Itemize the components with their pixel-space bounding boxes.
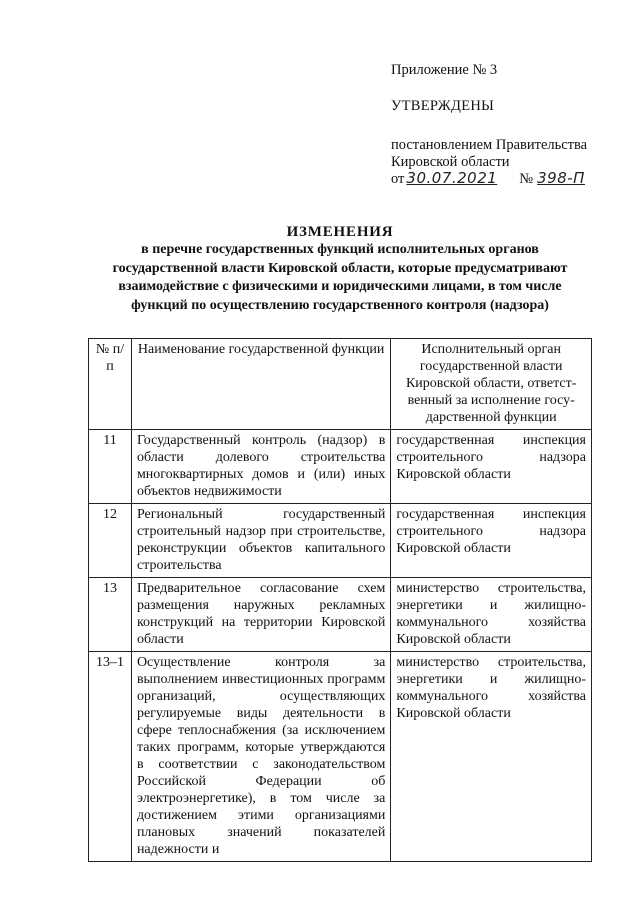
- handwritten-date: 30.07.2021: [406, 169, 498, 187]
- header-function: Наименование государственной функции: [131, 339, 390, 430]
- document-subtitle: [60, 241, 620, 315]
- region-line: Кировской области: [391, 154, 510, 170]
- row-function: Региональный государственный строительный надзор при строительстве, реконструкции объектов капитального строительства: [131, 504, 390, 578]
- row-authority: министерство строительства, энергетики и жилищно-коммунального хозяйства Кировской области: [391, 652, 592, 862]
- table-row: [89, 578, 592, 652]
- header-authority: Исполнительный орган государственной власти Кировской области, ответст-венный за исполнение госу-дарственной функции: [391, 339, 592, 430]
- table-row: [89, 430, 592, 504]
- handwritten-number: 398-П: [537, 169, 585, 187]
- table-row: [89, 504, 592, 578]
- subtitle-line: государственной власти Кировской области, которые предусматривают: [112, 260, 568, 276]
- row-function: Предварительное согласование схем размещения наружных рекламных конструкций на территории Кировской области: [131, 578, 390, 652]
- resolution-line: постановлением Правительства: [391, 137, 588, 153]
- subtitle-line: взаимодействие с физическими и юридическими лицами, в том числе: [118, 279, 562, 294]
- changes-table: [88, 338, 592, 862]
- table-header-row: [89, 339, 592, 430]
- date-number-line: [391, 170, 585, 188]
- row-number: 13–1: [89, 652, 132, 862]
- row-authority: министерство строительства, энергетики и жилищно-коммунального хозяйства Кировской области: [391, 578, 592, 652]
- row-number: 13: [89, 578, 132, 652]
- number-prefix: №: [519, 171, 534, 187]
- approved-label: УТВЕРЖДЕНЫ: [391, 98, 495, 114]
- subtitle-line: в перечне государственных функций исполнительных органов: [141, 242, 539, 257]
- row-number: 11: [89, 430, 132, 504]
- appendix-label: Приложение № 3: [391, 62, 498, 78]
- row-authority: государственная инспекция строительного надзора Кировской области: [391, 504, 592, 578]
- row-authority: государственная инспекция строительного надзора Кировской области: [391, 430, 592, 504]
- table-row: [89, 652, 592, 862]
- date-prefix: от: [391, 171, 405, 187]
- row-function: Осуществление контроля за выполнением инвестиционных программ организаций, осуществляющих регулируемые виды деятельности в сфере теплоснабжения (за исключением таких программ, которые утверждаются в соответствии с законодательством Российской Федерации об электроэнергетике), в том числе за достижением этими организациями плановых значений показателей надежности и: [131, 652, 390, 862]
- row-function: Государственный контроль (надзор) в области долевого строительства многоквартирных домов и (или) иных объектов недвижимости: [131, 430, 390, 504]
- document-title: ИЗМЕНЕНИЯ: [286, 224, 394, 240]
- header-number: № п/п: [89, 339, 132, 430]
- subtitle-line: функций по осуществлению государственного контроля (надзора): [131, 297, 549, 313]
- row-number: 12: [89, 504, 132, 578]
